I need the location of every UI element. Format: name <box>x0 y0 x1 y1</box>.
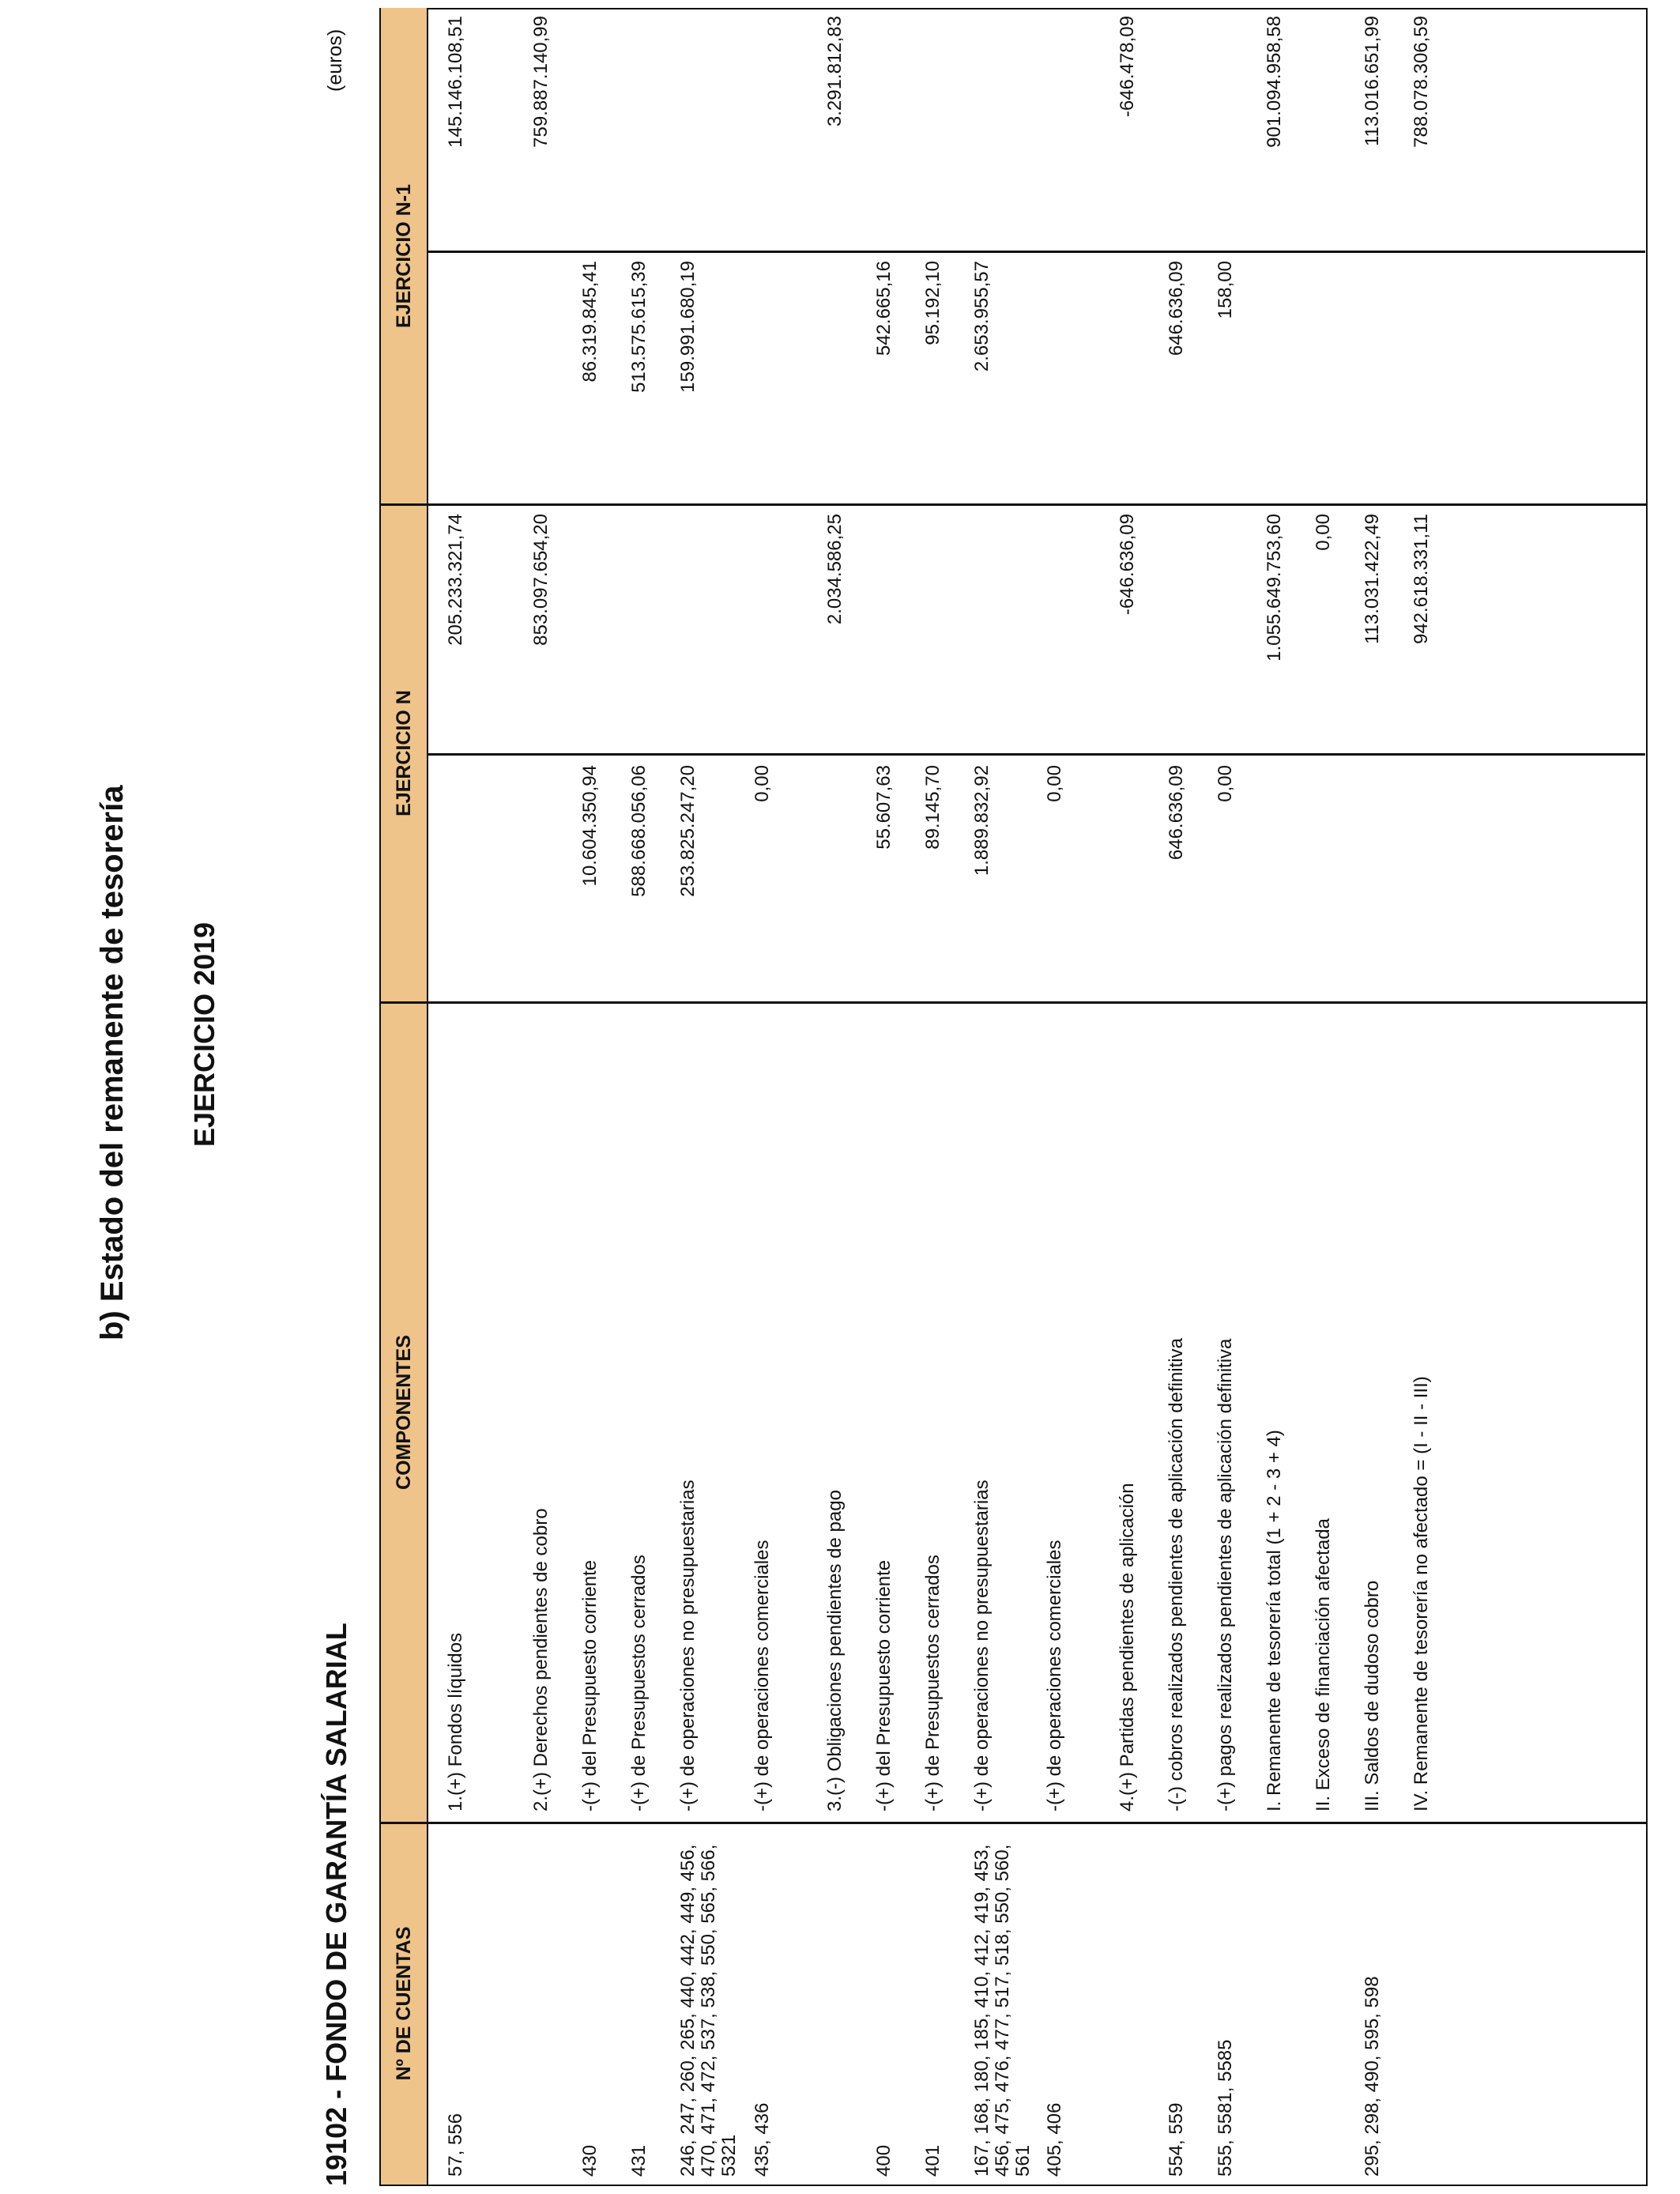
account-cell: 295, 298, 490, 595, 598 <box>1362 1976 1383 2177</box>
year-n-partial-cell: 1.889.832,92 <box>971 765 993 876</box>
component-cell: -(+) de operaciones comerciales <box>751 1540 773 1811</box>
year-n1-partial-cell: 95.192,10 <box>922 261 944 345</box>
component-cell: -(+) del Presupuesto corriente <box>579 1559 601 1811</box>
year-n-partial-cell: 10.604.350,94 <box>579 765 601 887</box>
component-cell: 4.(+) Partidas pendientes de aplicación <box>1117 1483 1138 1811</box>
component-cell: -(+) del Presupuesto corriente <box>873 1559 895 1811</box>
currency-note: (euros) <box>324 28 346 92</box>
component-cell: -(+) de Presupuestos cerrados <box>628 1555 650 1811</box>
component-cell: -(+) de operaciones no presupuestarias <box>971 1480 993 1811</box>
header-year-n: EJERCICIO N <box>381 504 428 1002</box>
subcolumn-divider <box>428 251 1645 254</box>
year-n1-partial-cell: 2.653.955,57 <box>971 261 993 372</box>
year-n-partial-cell: 588.668.056,06 <box>628 765 650 897</box>
component-cell: 3.(-) Obligaciones pendientes de pago <box>824 1490 846 1811</box>
account-cell: 435, 436 <box>751 2102 773 2177</box>
year-n1-partial-cell: 513.575.615,39 <box>628 261 650 393</box>
year-n-total-cell: 205.233.321,74 <box>445 514 466 646</box>
year-n-partial-cell: 0,00 <box>1215 765 1236 802</box>
year-n-partial-cell: 0,00 <box>751 765 773 802</box>
year-n1-total-cell: 3.291.812,83 <box>824 16 846 127</box>
component-cell: -(+) de operaciones comerciales <box>1044 1540 1065 1811</box>
year-n-partial-cell: 0,00 <box>1044 765 1065 802</box>
header-year-n1: EJERCICIO N-1 <box>381 8 428 504</box>
section-title: b) Estado del remanente de tesorería <box>95 785 130 1340</box>
year-n-total-cell: 0,00 <box>1313 514 1334 551</box>
column-divider <box>381 1002 1646 1005</box>
year-n1-partial-cell: 542.665,16 <box>873 261 895 356</box>
remanente-table <box>379 8 1648 2186</box>
header-components: COMPONENTES <box>381 1002 428 1823</box>
component-cell: 2.(+) Derechos pendientes de cobro <box>530 1508 552 1811</box>
year-n-total-cell: -646.636,09 <box>1117 514 1138 616</box>
year-n-total-cell: 113.031.422,49 <box>1362 514 1383 645</box>
year-n-partial-cell: 253.825.247,20 <box>677 765 699 897</box>
component-cell: -(+) pagos realizados pendientes de aplicación definitiva <box>1215 1338 1236 1811</box>
year-n1-partial-cell: 646.636,09 <box>1166 261 1187 356</box>
account-cell: 57, 556 <box>445 2113 466 2177</box>
column-divider <box>381 504 1646 507</box>
year-title: EJERCICIO 2019 <box>188 922 220 1147</box>
year-n-partial-cell: 89.145,70 <box>922 765 944 850</box>
year-n1-total-cell: 788.078.306,59 <box>1411 16 1432 148</box>
account-cell: 400 <box>873 2144 895 2177</box>
component-cell: III. Saldos de dudoso cobro <box>1362 1580 1383 1811</box>
account-cell: 554, 559 <box>1166 2102 1187 2177</box>
year-n1-total-cell: 113.016.651,99 <box>1362 16 1383 147</box>
year-n-total-cell: 853.097.654,20 <box>530 514 552 646</box>
year-n1-total-cell: 145.146.108,51 <box>445 16 466 148</box>
account-cell: 431 <box>628 2144 650 2177</box>
component-cell: IV. Remanente de tesorería no afectado = (I - II - III) <box>1411 1376 1432 1811</box>
component-cell: -(+) de Presupuestos cerrados <box>922 1555 944 1811</box>
year-n1-total-cell: -646.478,09 <box>1117 16 1138 118</box>
account-cell: 246, 247, 260, 265, 440, 442, 449, 456, 470, 471, 472, 537, 538, 550, 565, 566, 5321 <box>677 1844 740 2177</box>
year-n1-total-cell: 759.887.140,99 <box>530 16 552 148</box>
component-cell: I. Remanente de tesorería total (1 + 2 - 3 + 4) <box>1264 1430 1285 1811</box>
year-n1-partial-cell: 158,00 <box>1215 261 1236 319</box>
account-cell: 167, 168, 180, 185, 410, 412, 419, 453, 456, 475, 476, 477, 517, 518, 550, 560, 561 <box>971 1844 1034 2177</box>
subcolumn-divider <box>428 754 1645 756</box>
header-accounts: Nº DE CUENTAS <box>381 1823 428 2185</box>
year-n-total-cell: 2.034.586,25 <box>824 514 846 625</box>
component-cell: -(+) de operaciones no presupuestarias <box>677 1480 699 1811</box>
account-cell: 430 <box>579 2144 601 2177</box>
year-n-partial-cell: 55.607,63 <box>873 765 895 850</box>
column-divider <box>381 1823 1646 1825</box>
account-cell: 555, 5581, 5585 <box>1215 2039 1236 2177</box>
year-n-total-cell: 1.055.649.753,60 <box>1264 514 1285 662</box>
component-cell: II. Exceso de financiación afectada <box>1313 1518 1334 1811</box>
year-n-total-cell: 942.618.331,11 <box>1411 514 1432 645</box>
year-n1-partial-cell: 86.319.845,41 <box>579 261 601 383</box>
year-n-partial-cell: 646.636,09 <box>1166 765 1187 861</box>
component-cell: -(-) cobros realizados pendientes de aplicación definitiva <box>1166 1338 1187 1811</box>
entity-title: 19102 - FONDO DE GARANTÍA SALARIAL <box>320 1623 352 2186</box>
component-cell: 1.(+) Fondos líquidos <box>445 1632 466 1811</box>
account-cell: 405, 406 <box>1044 2102 1065 2177</box>
year-n1-total-cell: 901.094.958,58 <box>1264 16 1285 148</box>
account-cell: 401 <box>922 2144 944 2177</box>
year-n1-partial-cell: 159.991.680,19 <box>677 261 699 393</box>
